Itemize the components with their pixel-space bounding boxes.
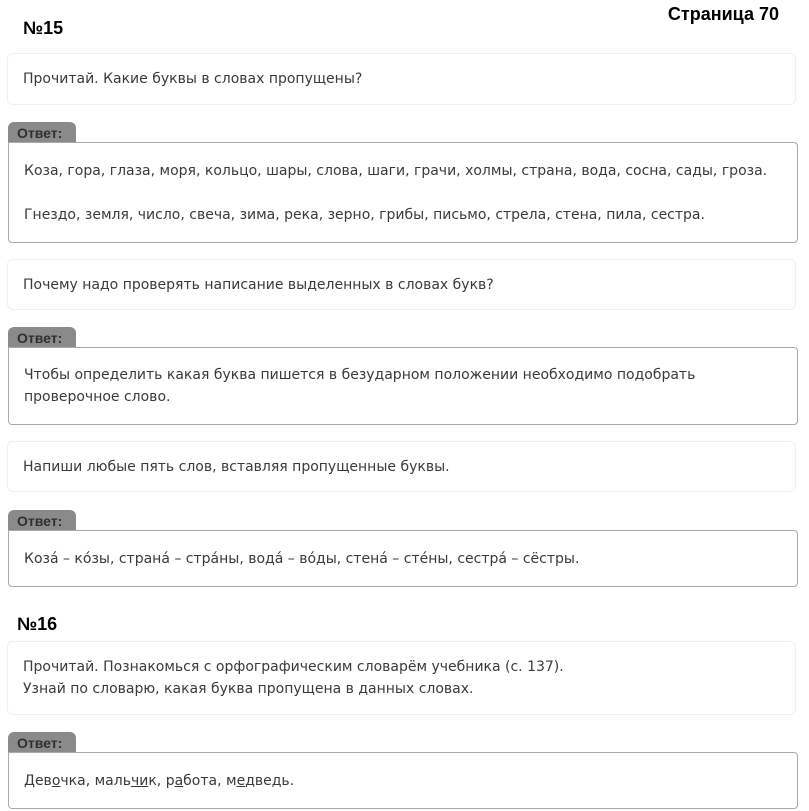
word-part: маль [94,772,131,789]
question-text: Почему надо проверять написание выделенных в словах букв? [23,276,494,293]
question-text: Прочитай. Какие буквы в словах пропущены? [23,71,363,87]
missing-letter: о [51,772,61,789]
question-text: Напиши любые пять слов, вставляя пропущенные буквы. [23,458,450,475]
answer-text: Коза́ – ко́зы, страна́ – стра́ны, вода́ – во́ды, стена́ – сте́ны, сестра́ – сёстры. [24,550,580,567]
word-part: чка, [60,772,95,789]
answer-box [8,347,798,425]
word-part: Дев [24,772,52,789]
answer-text [24,770,782,792]
question-text: Узнай по словарю, какая буква пропущена в данных словах. [23,681,474,697]
answer-box [8,752,798,809]
word-part: бота, [183,772,227,789]
page-label: Страница 70 [667,4,779,24]
word-part: к, [148,772,166,789]
answer-tag: Ответ: [8,122,76,142]
answer-tag: Ответ: [8,732,76,752]
exercise-number: №16 [17,614,58,634]
word-part: м [226,772,237,789]
question-text: Прочитай. Познакомься с орфографическим словарём учебника (с. 137). [23,659,564,675]
question-box [7,259,796,310]
answer-text: Чтобы определить какая буква пишется в безударном положении необходимо подобрать [24,367,696,383]
exercise-number: №15 [23,18,64,38]
answer-text: Гнездо, земля, число, свеча, зима, река, зерно, грибы, письмо, стрела, стена, пила, сестра. [24,206,705,223]
answer-text: проверочное слово. [24,389,171,405]
answer-text: Коза, гора, глаза, моря, кольцо, шары, слова, шаги, грачи, холмы, страна, вода, сосна, сады, гроза. [24,162,768,179]
answer-box [8,530,798,587]
missing-letter: е [236,772,246,789]
answer-tag: Ответ: [8,510,76,530]
word-part: р [165,772,175,789]
question-box [7,53,796,105]
question-box [7,641,796,715]
missing-letter: а [174,772,184,789]
answer-tag: Ответ: [8,327,76,347]
missing-letter: чи [130,772,149,789]
word-part: дведь. [245,772,295,789]
answer-box [8,142,798,243]
question-box [7,441,796,492]
